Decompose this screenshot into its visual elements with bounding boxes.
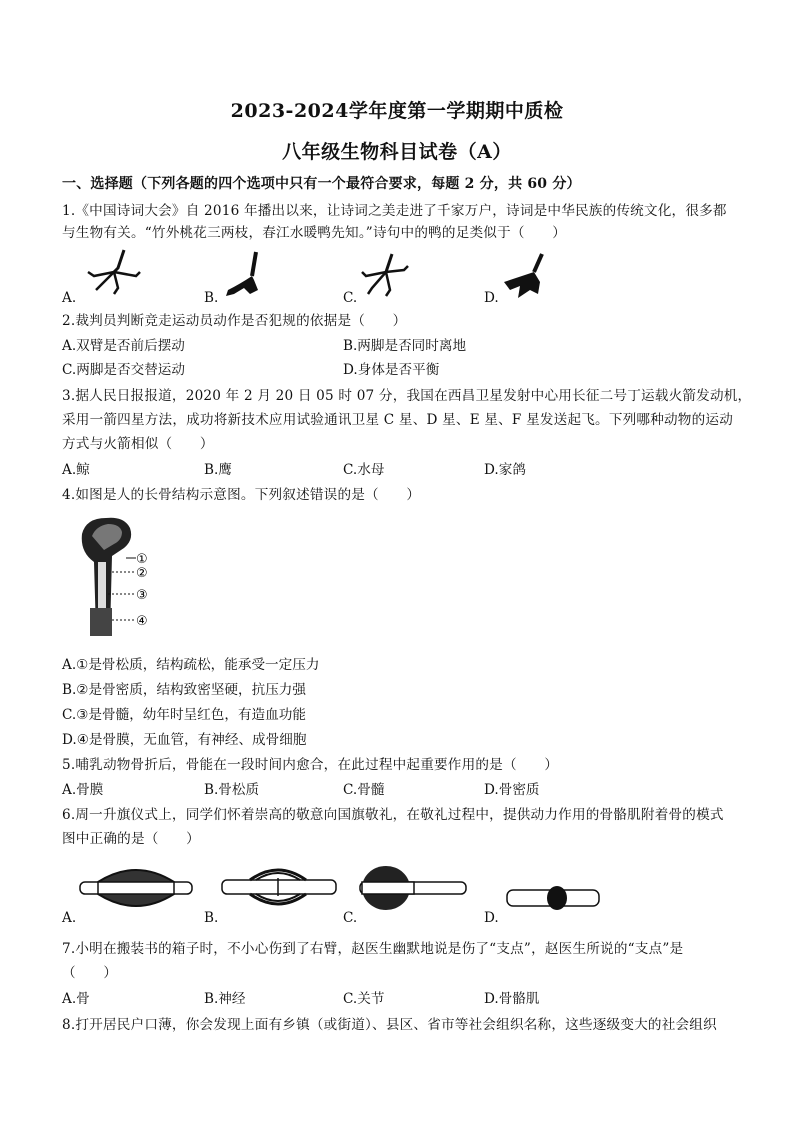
bird-foot-d-image [500, 252, 552, 300]
bird-foot-b-image [222, 250, 270, 298]
q1-option-c: C. [343, 290, 358, 306]
section-heading: 一、选择题（下列各题的四个选项中只有一个最符合要求，每题 2 分，共 60 分） [62, 176, 581, 192]
q3-option-a: A.鲸 [62, 462, 90, 478]
exam-title: 2023-2024学年度第一学期期中质检 [230, 100, 564, 122]
q5-stem: 5.哺乳动物骨折后，骨能在一段时间内愈合，在此过程中起重要作用的是（ ） [62, 757, 559, 773]
q8-stem-line1: 8.打开居民户口薄，你会发现上面有乡镇（或街道）、县区、省市等社会组织名称，这些逐级变大的社会组织 [62, 1017, 717, 1033]
bird-foot-c-image [358, 252, 410, 298]
bone-label-3: ③ [136, 588, 148, 603]
q6-option-a: A. [62, 910, 77, 926]
q7-option-a: A.骨 [62, 991, 90, 1007]
bone-label-2: ② [136, 566, 148, 581]
q3-option-c: C.水母 [343, 462, 385, 478]
q6-option-d: D. [484, 910, 499, 926]
q1-stem-line2: 与生物有关。“竹外桃花三两枝，春江水暖鸭先知。”诗句中的鸭的足类似于（ ） [62, 225, 567, 241]
q6-option-c: C. [343, 910, 358, 926]
q2-stem: 2.裁判员判断竞走运动员动作是否犯规的依据是（ ） [62, 313, 407, 329]
long-bone-diagram-image [72, 512, 162, 642]
muscle-model-a-image [78, 862, 194, 914]
q7-option-d: D.骨骼肌 [484, 991, 540, 1007]
bone-label-4: ④ [136, 614, 148, 629]
bone-label-1: ① [136, 552, 148, 567]
q2-option-c: C.两脚是否交替运动 [62, 362, 185, 378]
q3-stem-line1: 3.据人民日报报道，2020 年 2 月 20 日 05 时 07 分，我国在西昌卫星发射中心用长征二号丁运载火箭发动机， [62, 388, 752, 404]
q7-option-c: C.关节 [343, 991, 385, 1007]
q1-option-a: A. [62, 290, 77, 306]
q3-stem-line2: 采用一箭四星方法，成功将新技术应用试验通讯卫星 C 星、D 星、E 星、F 星发送起飞。下列哪种动物的运动 [62, 412, 733, 428]
q4-option-b: B.②是骨密质，结构致密坚硬，抗压力强 [62, 682, 306, 698]
q2-option-d: D.身体是否平衡 [343, 362, 440, 378]
q6-stem-line2: 图中正确的是（ ） [62, 831, 200, 847]
q1-option-b: B. [204, 290, 219, 306]
muscle-model-d-image [505, 878, 601, 918]
q5-option-a: A.骨膜 [62, 782, 104, 798]
q1-option-d: D. [484, 290, 499, 306]
q7-option-b: B.神经 [204, 991, 246, 1007]
q4-option-c: C.③是骨髓，幼年时呈红色，有造血功能 [62, 707, 306, 723]
exam-subtitle: 八年级生物科目试卷（A） [282, 141, 512, 163]
q5-option-d: D.骨密质 [484, 782, 540, 798]
q2-option-a: A.双臂是否前后摆动 [62, 338, 185, 354]
q7-stem-line2: （ ） [62, 965, 118, 981]
q3-option-b: B.鹰 [204, 462, 232, 478]
muscle-model-b-image [220, 862, 338, 914]
q4-stem: 4.如图是人的长骨结构示意图。下列叙述错误的是（ ） [62, 487, 421, 503]
q4-option-a: A.①是骨松质，结构疏松，能承受一定压力 [62, 657, 320, 673]
q4-option-d: D.④是骨膜，无血管，有神经、成骨细胞 [62, 732, 307, 748]
bird-foot-a-image [84, 248, 146, 298]
q5-option-c: C.骨髓 [343, 782, 385, 798]
q5-option-b: B.骨松质 [204, 782, 260, 798]
q7-stem-line1: 7.小明在搬装书的箱子时，不小心伤到了右臂，赵医生幽默地说是伤了“支点”，赵医生所说的“支点”是 [62, 941, 684, 957]
q6-stem-line1: 6.周一升旗仪式上，同学们怀着崇高的敬意向国旗敬礼，在敬礼过程中，提供动力作用的骨骼肌附着骨的模式 [62, 807, 724, 823]
muscle-model-c-image [358, 860, 468, 914]
q3-option-d: D.家鸽 [484, 462, 526, 478]
q3-stem-line3: 方式与火箭相似（ ） [62, 436, 214, 452]
q6-option-b: B. [204, 910, 219, 926]
q2-option-b: B.两脚是否同时离地 [343, 338, 467, 354]
q1-stem-line1: 1.《中国诗词大会》自 2016 年播出以来，让诗词之美走进了千家万户，诗词是中华民族的传统文化，很多都 [62, 203, 727, 219]
